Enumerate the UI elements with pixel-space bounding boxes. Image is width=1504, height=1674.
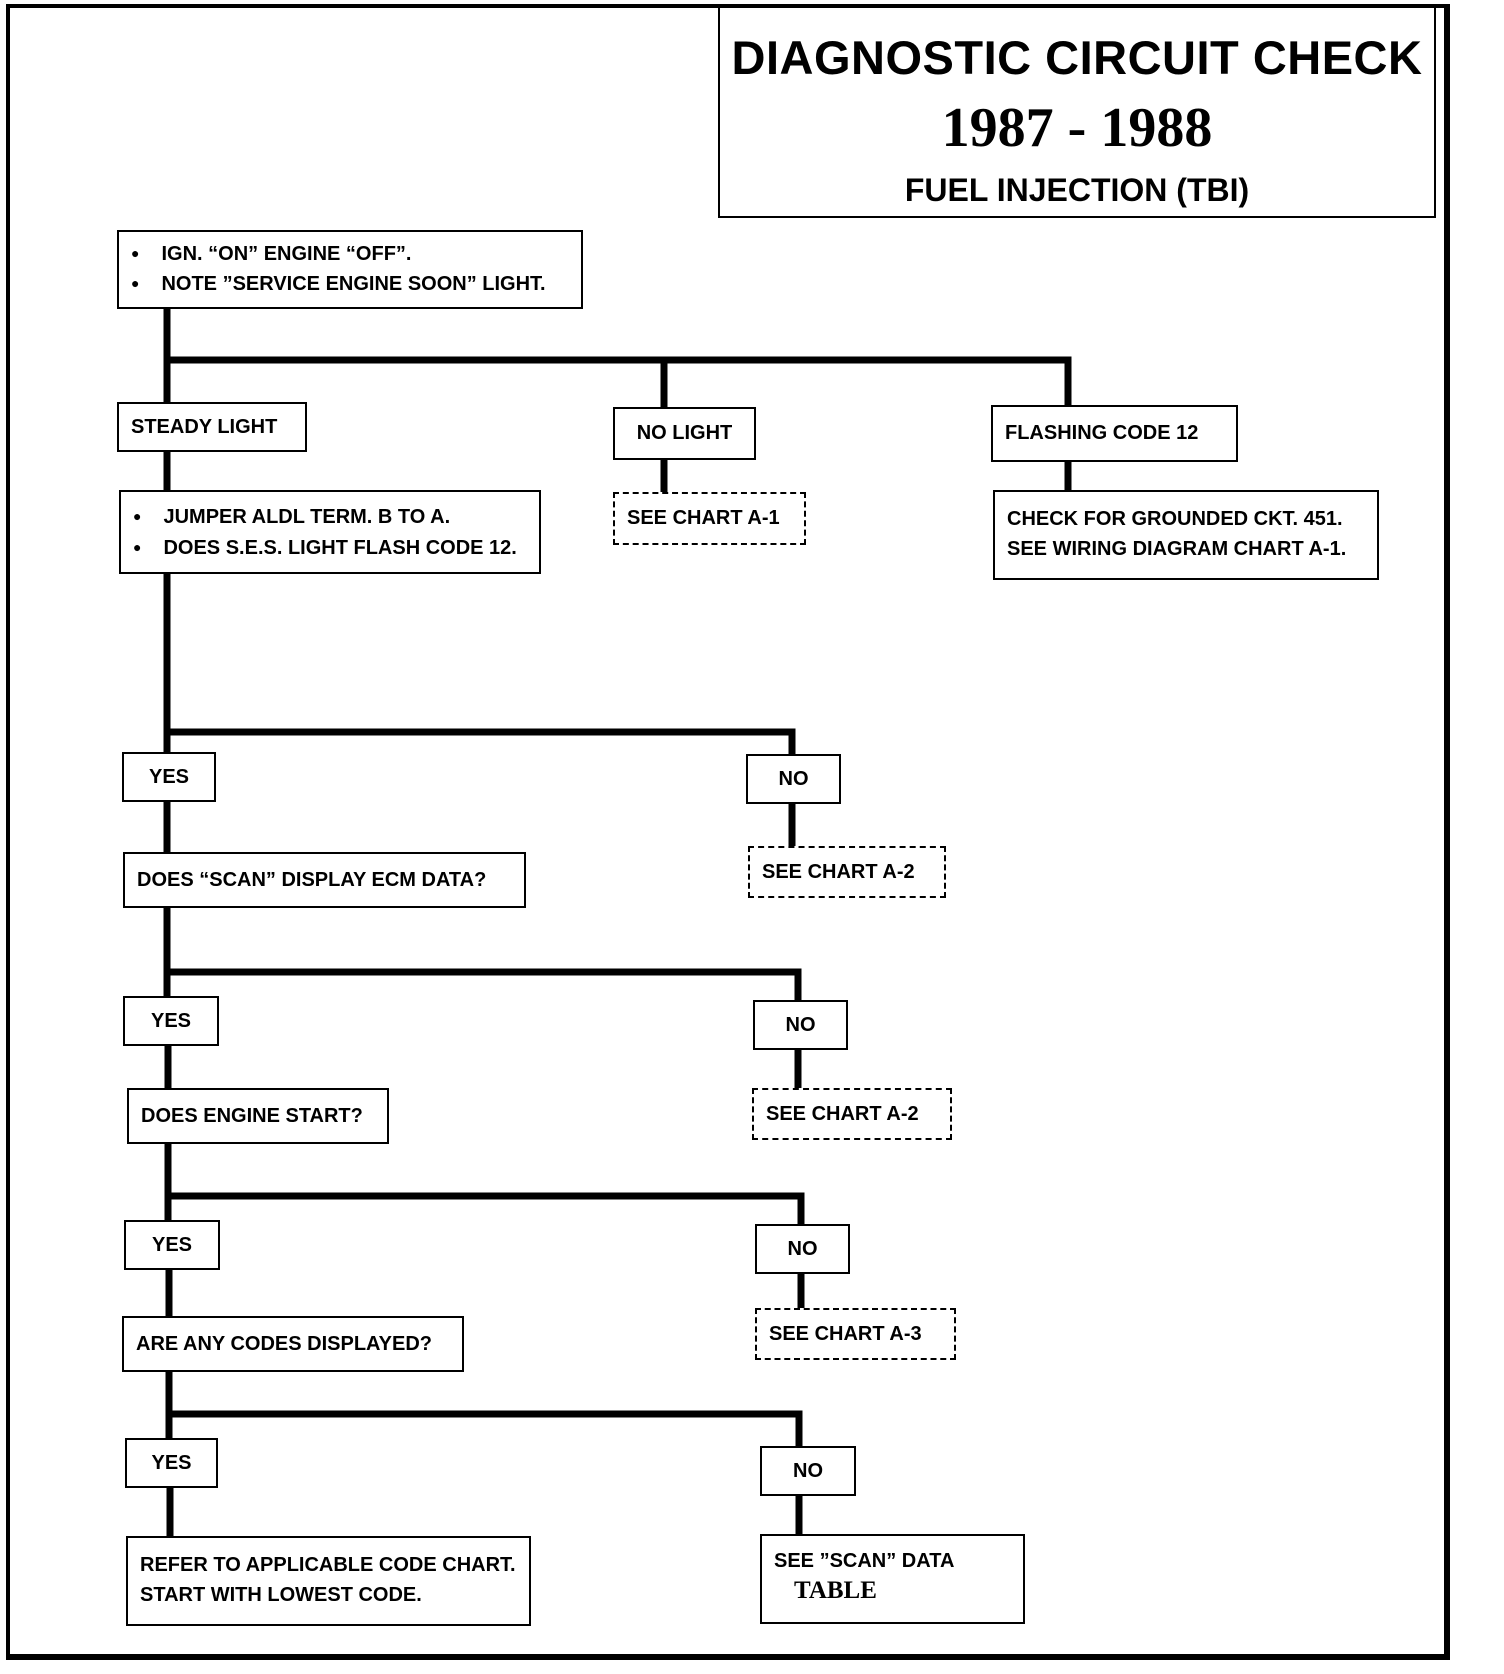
decision-2-no-label: NO	[785, 1013, 816, 1036]
no-light-label: NO LIGHT	[636, 422, 733, 444]
decision-1-question-box	[123, 852, 526, 908]
chart-years: 1987 - 1988	[941, 97, 1213, 159]
final-no-result-box	[760, 1534, 1025, 1624]
decision-1-no-result-label: SEE CHART A-2	[762, 860, 915, 883]
decision-1-yes-label: YES	[148, 765, 190, 788]
final-yes-line1: REFER TO APPLICABLE CODE CHART.	[140, 1554, 516, 1576]
decision-2-no-result-label: SEE CHART A-2	[766, 1102, 919, 1125]
check-grounded-line1: CHECK FOR GROUNDED CKT. 451.	[1007, 508, 1343, 530]
see-chart-a1-label: SEE CHART A-1	[627, 507, 780, 529]
flashing-code-label: FLASHING CODE 12	[1005, 422, 1199, 444]
decision-3-no-box	[755, 1224, 850, 1274]
decision-1-yes-box	[122, 752, 216, 802]
decision-4-yes-label: YES	[151, 1451, 192, 1474]
decision-1-no-result-box	[748, 846, 946, 898]
jumper-step-check-flash: ● DOES S.E.S. LIGHT FLASH CODE 12.	[133, 533, 527, 564]
final-yes-result-box	[126, 1536, 531, 1626]
decision-1-no-box	[746, 754, 841, 804]
check-grounded-box	[993, 490, 1379, 580]
steady-light-label: STEADY LIGHT	[131, 415, 278, 438]
check-grounded-line2: SEE WIRING DIAGRAM CHART A-1.	[1007, 538, 1347, 560]
decision-1-no-label: NO	[778, 767, 809, 790]
final-no-line1: SEE ”SCAN” DATA	[774, 1550, 955, 1572]
start-step-note-light: ● NOTE ”SERVICE ENGINE SOON” LIGHT.	[131, 270, 569, 300]
decision-2-question-label: DOES ENGINE START?	[141, 1104, 363, 1127]
decision-3-no-result-box	[755, 1308, 956, 1360]
chart-subtitle: FUEL INJECTION (TBI)	[904, 172, 1250, 208]
jumper-instructions-box	[119, 490, 541, 574]
decision-3-yes-box	[124, 1220, 220, 1270]
decision-2-no-result-box	[752, 1088, 952, 1140]
decision-3-yes-label: YES	[151, 1233, 193, 1256]
decision-4-yes-box	[125, 1438, 218, 1488]
decision-2-question-box	[127, 1088, 389, 1144]
decision-1-question-label: DOES “SCAN” DISPLAY ECM DATA?	[137, 868, 487, 891]
chart-title: DIAGNOSTIC CIRCUIT CHECK	[731, 31, 1423, 84]
decision-4-no-box	[760, 1446, 856, 1496]
decision-2-yes-label: YES	[150, 1009, 192, 1032]
jumper-step-connect: ● JUMPER ALDL TERM. B TO A.	[133, 502, 527, 533]
final-no-line2: TABLE	[794, 1577, 877, 1604]
decision-3-question-label: ARE ANY CODES DISPLAYED?	[136, 1332, 432, 1355]
steady-light-box	[117, 402, 307, 452]
decision-2-yes-box	[123, 996, 219, 1046]
start-instructions-box	[117, 230, 583, 309]
decision-3-question-box	[122, 1316, 464, 1372]
decision-3-no-label: NO	[787, 1237, 818, 1260]
final-yes-line2: START WITH LOWEST CODE.	[140, 1584, 422, 1606]
decision-2-no-box	[753, 1000, 848, 1050]
flashing-code-box	[991, 405, 1238, 462]
start-step-ignition: ● IGN. “ON” ENGINE “OFF”.	[131, 240, 569, 270]
decision-4-no-label: NO	[793, 1459, 823, 1482]
see-chart-a1-box	[613, 492, 806, 545]
no-light-box	[613, 407, 756, 460]
decision-3-no-result-label: SEE CHART A-3	[769, 1322, 922, 1345]
